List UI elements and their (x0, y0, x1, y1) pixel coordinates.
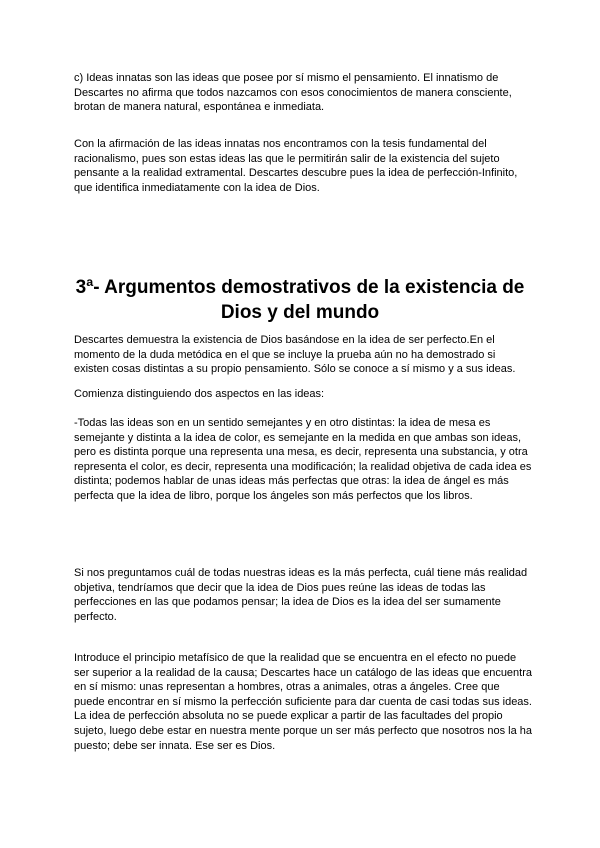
paragraph-perfect-being: Descartes demuestra la existencia de Dios basándose en la idea de ser perfecto.En el momento de la duda metódica en el que se incluye la prueba aún no ha demostrado si existen cosas distintas a su propio pensamiento. Sólo se conoce a sí mismo y a sus ideas. (74, 334, 516, 376)
paragraph-innate-ideas: c) Ideas innatas son las ideas que posee por sí mismo el pensamiento. El innatismo de Descartes no afirma que todos nazcamos con esos conocimientos de manera consciente, brotan de manera natural, espontánea e inmediata. (74, 72, 512, 114)
paragraph-most-perfect-idea: Si nos preguntamos cuál de todas nuestras ideas es la más perfecta, cuál tiene más realidad objetiva, tendríamos que decir que la idea de Dios pues reúne las ideas de todas las perfecciones en las que podamos pensar; la idea de Dios es la idea del ser sumamente perfecto. (74, 567, 528, 623)
paragraph-metaphysical-principle: Introduce el principio metafísico de que la realidad que se encuentra en el efecto no puede ser superior a la realidad de la causa; Descartes hace un catálogo de las ideas que encuentra en sí mismo: unas representan a hombres, otras a animales, otras a ángeles. Cree que puede encontrar en sí mismo la perfección suficiente para dar cuenta de casi todas sus ideas. La idea de perfección absoluta no se puede explicar a partir de las facultades del propio sujeto, luego debe estar en nuestra mente porque un ser más perfecto que nosotros nos la ha puesto; debe ser innata. Ese ser es Dios. (74, 652, 533, 752)
section-heading: 3ª- Argumentos demostrativos de la existencia de Dios y del mundo (75, 277, 525, 323)
paragraph-ideas-similarity: -Todas las ideas son en un sentido semejantes y en otro distintas: la idea de mesa es semejante y distinta a la idea de color, es semejante en la medida en que ambas son ideas, pero es distinta porque una representa una mesa, es decir, representa una substancia, y otra representa el color, es decir, representa una modificación; la realidad objetiva de cada idea es distinta; podemos hablar de unas ideas más perfectas que otras: la idea de ángel es más perfecta que la idea de libro, porque los ángeles son más perfectos que los libros. (74, 417, 532, 502)
paragraph-rationalism-thesis: Con la afirmación de las ideas innatas nos encontramos con la tesis fundamental del racionalismo, pues son estas ideas las que le permitirán salir de la existencia del sujeto pensante a la realidad extramental. Descartes descubre pues la idea de perfección-Infinito, que identifica inmediatamente con la idea de Dios. (74, 138, 518, 194)
paragraph-two-aspects: Comienza distinguiendo dos aspectos en las ideas: (74, 388, 325, 400)
